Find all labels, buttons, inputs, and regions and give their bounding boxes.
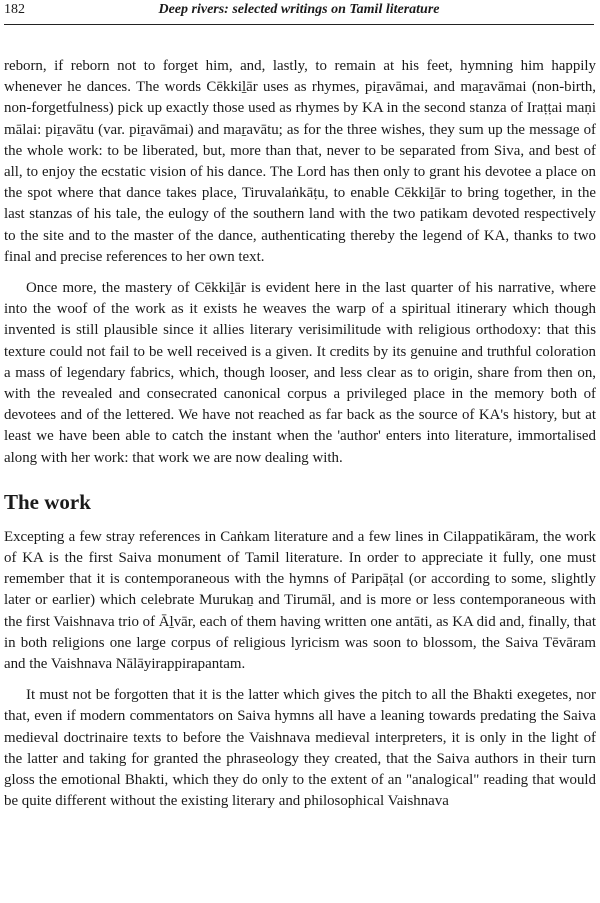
paragraph: It must not be forgotten that it is the latter which gives the pitch to all the Bhakti exegetes, nor that, even if modern commentators on Saiva hymns all have a leaning towards predating the Saiva medieval doctrinaire texts to before the Vaishnava medieval interpreters, it is only in the light of the latter and taking for granted the phraseology they created, that the Saiva authors in their turn gloss the emotional Bhakti, which they do only to the extent of an "analogical" reading that would be quite different without the existing literary and philosophical Vaishnava xyxy=(4,687,596,810)
page-number: 182 xyxy=(4,2,25,17)
paragraph: Excepting a few stray references in Caṅkam literature and a few lines in Cilappatikāram, the work of KA is the first Saiva monument of Tamil literature. In order to appreciate it fully, one must remember that it is contemporaneous with the hymns of Paripāṭal (or according to some, slightly later or earlier) which celebrate Murukaṉ and Tirumāl, and is more or less contemporaneous with the first Vaishnava trio of Āḻvār, each of them having written one antāti, as KA did and, finally, that in both religions one large corpus of religious lyricism was soon to blossom, the Saiva Tēvāram and the Vaishnava Nālāyirappirapantam. xyxy=(4,528,596,673)
paragraph: Once more, the mastery of Cēkkiḻār is evident here in the last quarter of his narrative, where into the woof of the work as it exists he weaves the warp of a spiritual itinerary which though invented is still plausible since it allies literary verisimilitude with religious orthodoxy: that this texture could not fail to be well received is a given. It credits by its genuine and truthful coloration a mass of legendary fabrics, which, though looser, and less clear as to origin, share from then on, with the revealed and consecrated canonical corpus a privileged place in the memory both of devotees and of the lettered. We have not reached as far back as the source of KA's history, but at least we have been able to catch the instant when the 'author' enters into literature, immortalised along with her work: that work we are now dealing with. xyxy=(4,280,596,466)
paragraph: reborn, if reborn not to forget him, and, lastly, to remain at his feet, hymning him happily whenever he dances. The words Cēkkiḻār uses as rhymes, piṟavāmai, and maṟavāmai (non-birth, non-forgetfulness) pick up exactly those used as rhymes by KA in the second stanza of Iraṭṭai maṇi mālai: piṟavātu (var. piṟavāmai) and maṟavātu; as for the three wishes, they sum up the message of the whole work: to be liberated, but, more than that, never to be separated from Siva, and best of all, to enjoy the ecstatic vision of his dance. The Lord has then only to grant his devotee a place on the spot where that dance takes place, Tiruvalaṅkāṭu, to enable Cēkkiḻār to bring together, in the last stanzas of his tale, the eulogy of the southern land with the two patikam devoted respectively to the site and to the master of the dance, authenticating thereby the legend of KA, thanks to two final and precise references to her own text. xyxy=(4,58,596,265)
section-heading: The work xyxy=(4,489,91,514)
running-header xyxy=(4,2,594,25)
running-title: Deep rivers: selected writings on Tamil literature xyxy=(158,2,440,17)
body-text xyxy=(4,56,596,813)
